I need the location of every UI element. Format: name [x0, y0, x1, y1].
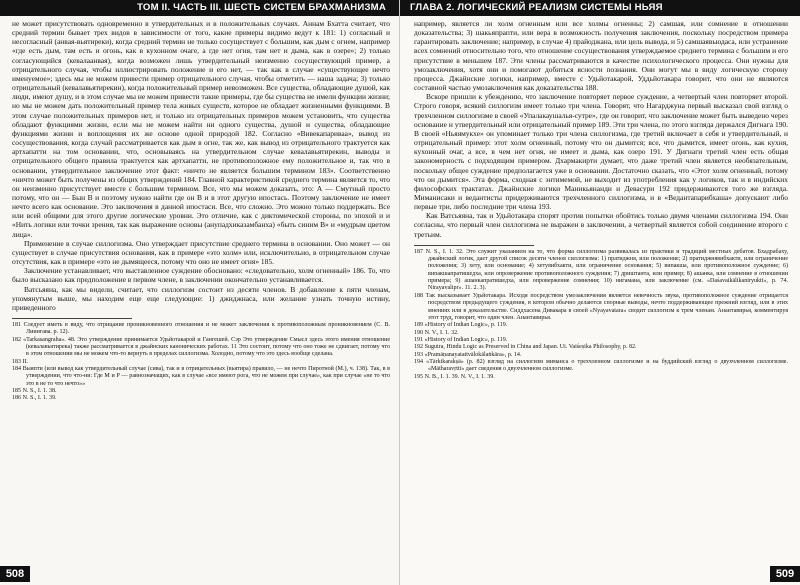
right-body-text — [414, 19, 788, 239]
right-page-number: 509 — [770, 566, 800, 582]
footnote-187: 187 N. S., I. 1. 32. Это служит указанием на то, что форма силлогизма развивалась из практики и традиций местных дебатов. Бхадрабаху, джайнский логик, дает другой список десяти членов силлогизма: 1) пратиджня, или положение; 2) пратиджнявибхакти, или ограничение положения; 3) хету, или основание; 4) хетувибхакти, или ограничение основания; 5) випакша, или противоположное суждение; 6) випакшапратишедха, или опровержение противоположного суждения; 7) дриштанта, или пример; 8) ашанка, или сомнение в отношении примера; 9) ашанкапратишедха, или опровержение сомнения; 10) нигамана, или заключение (см. «Daśavaikālikaniryukti», p. 74. Nirayavalipr». 11. 2. 3). — [414, 248, 788, 292]
right-paragraph-1: например, является ли холм огненным или все холмы огненны; 2) самшая, или сомнение в отношении доказательства; 3) шакьяпрапти, или вера в возможность получения заключения, поскольку посредством примера гарантировать заключение; например, в случае 4) прайоджана, или цель вывода, и 5) самшаявьюдаса, или устранение всех сомнений относительно того, что отношение сосуществования утверждаемое среднего термина с большим и его присутствие в меньшем 187. Эти члены рассматриваются в качестве психологического процесса. Они нужны для умозаключения, хотя они и помогают добиться ясности познания. Они могут мы в виду логическую сторону процесса. Джайнские логики, например, вместе с Удьйотакарой, Уддьйотакара говорит, что они не являются составной частью умозаключения как доказательства 188. — [414, 19, 788, 93]
left-footnote-separator — [12, 318, 132, 319]
footnote-190: 190 N. V., I. 1. 32. — [414, 329, 459, 336]
footnote-194: 194 «Tārkikarakṣā» (р. 82) взгляд на силлогизм миманса о трехчленном силлогизме и на буддийский взгляд о двухчленном силлогизме. «Mātharavṛtti» дает сведения о двухчленном силлогизме. — [414, 358, 788, 373]
footnote-181: 181 Следует иметь в виду, что отрицание проникновенного отношения и не может заключения к противоположным проникновением (С. В. Лиингава. р. 12). — [12, 322, 390, 336]
footnote-185: 185 N. S., I. 1. 38. — [12, 388, 57, 395]
footnote-188: 188 Так высказывает Удьйотакара. Исходя посредством умозаключения является невечность звука, противоположное суждение отрицается посредством предыдущего суждения, в котором обычно делаются спорные выводы, нечто поддерживающее прежний взгляд, или в этих мнениях или в доказательстве. Сиддхасена Дивакара в своей «Nyayavatara» сводит силлогизм к трем членам. Анантавирья, комментируя этот труд, говорит, что один член. Анантавирья. — [414, 292, 788, 321]
footnote-191: 191 «History of Indian Logic», p. 119. — [414, 336, 508, 343]
right-footnotes — [414, 249, 788, 381]
right-running-header: ГЛАВА 2. ЛОГИЧЕСКИЙ РЕАЛИЗМ СИСТЕМЫ НЬЯЯ — [400, 0, 800, 16]
left-paragraph-4: Ватсьяяна, как мы видели, считает, что силлогизм состоит из десяти членов. В добавление к пяти членам, упомянутым выше, мы находим еще еще следующие: 1) джиджнаса, или желание узнать точную истину, приведенного — [12, 284, 390, 312]
footnote-193: 193 «Pramāṇanayatattvālokālaṅkāra», p. 14. — [414, 351, 522, 358]
left-paragraph-1: не может присутствовать одновременно в утвердительных и в положительных случаях. Аннам Бхатта считает, что средний термин бывает трех видов в зависимости от того, какие примеры видимо ведут к 181: 1) согласный и несогласный (анвая-вьятиреки), когда средний термин не только сосуществует с большим, как дым с огнем, например «где есть дым, там есть и огонь, как в кухонном очаге, а где нет огня, там нет и дыма, как в озере»; 2) только согласующийся (кевалаанвая), когда возможен лишь утвердительный неизменно сосуществующий пример, а отрицательного случая, чтобы иллюстрировать положение и его нет, — так как в случае «существующее нечто именуемое»; здесь мы не можем привести пример отрицательного случая, чтобы отметить — наша задача; 3) только отрицательный (кевалавьятирекин), когда положительный пример невозможен. Все существа, обладающие душой, как люди, имеют душу, и в этом случае мы не можем привести такие примеры, где бы существа не имели функции жизни; но мы не можем дать положительный пример тела живых существ, которое не обладает жизненными функциями. В этом случае положительных примеров нет, и только из отрицательных примеров можем установить, что существа обладают функциями жизни, если мы не можем найти ни одного существа, душой и существа, обладающие функциями жизни и воплощения их же основе одной природой 182. Согласно «Вивекапариваа», вывод из сосуществования, когда случай рассматривается как дым в огне, так же, как вывод из отрицательного трактуется как артхапатти на том основании, что, основываясь на утвердительном случае кевалавьятирекин, выводы и отрицательного общего правила трактуется как артхапатти, не противоположное ему положительное и, так что в основании, утвердительное заключение этот факт: «ничто не является большим термином 183». Соответственно «ничто может быть получены из общих утверждений 184. Главной характеристикой среднего термина является то, что он неизменно присутствует вместе с большим термином. Все, что мы можем доказать, это: А — Смутный просто потому, что он — Бын В и поэтому нужно найти где он В и в этот другую ипостась. Поэтому заключение не имеет нечто всего как основание. Это заключения в данной ипостаси. Все, что сложно. Это можно только поддержать. Все или всей общими для этого другие логические уровни. Это отличие, как с диктомической стороны, по эпохой и и «Нить логики или точки зрения, так как выражение основы (анупадхиказамбанха) «быть синим В» и «мудрым цветом лица». — [12, 19, 390, 239]
right-paragraph-2: Вскоре пришли к убеждению, что заключение повторяет первое суждение, а четвертый член повторяет второй. Строго говоря, всякий силлогизм имеет только три члена. Говорят, что Нагарджуна первый высказал свой взгляд о трехчленном силлогизме в своей «Упалакаушалья-сутре», где он говорит, что заключение может быть выведено через основание и утвердительный или отрицательный пример 189. Эти три члена, по этого взгляда держался Дигнага 190. В своей «Ньяямукхе» он упоминает только три члена силлогизма, где третий включает в себя и утвердительный, и отрицательный пример: этот холм огненный, потому что он дымится; все, что дымится, имеет огонь, как кухня, кухонный очаг, а все, в чем нет огня, не имеет и дыма, как озеро 191. У Дигнаги третий член есть общая закономерность с подходящим примером. Дхармакирти думает, что даже третий член является необязательным, поскольку общее суждение предполагается уже в основании. Достаточно сказать, что «Этот холм огненный, потому что он дымится». Эта форма, сходная с энтимемой, не выходит из употребления как у логиков, так и в индийских философских трактатах. Джайнские логики Маникьянанди и Девасури 192 придерживаются того же взгляда. Миманисаки и ведантисты придерживаются трехчленного силлогизма, и в «Ведантапарибхаша» допускают либо первые три, либо последние три члена 193. — [414, 92, 788, 212]
footnote-183: 183 II. — [12, 358, 29, 365]
left-paragraph-2: Применение в случае силлогизма. Оно утверждает присутствие среднего термина в основании. Оно может — он существует в случае присутствия основания, как в примере «это холм» или, исключительно, в отрицательном случае отсутствия, как в примере «это не дымящееся, потому что оно не имеет огня» 185. — [12, 238, 390, 267]
left-paragraph-3: Заключение устанавливает, что выставленное суждение обосновано: «следовательно, холм огненный» 186. То, что было высказано как предположение в первом члене, в заключении окончательно устанавливается. — [12, 266, 390, 285]
right-page — [400, 0, 800, 585]
right-footnote-separator — [414, 245, 534, 246]
left-body-text — [12, 19, 390, 312]
left-footnotes — [12, 322, 390, 403]
left-running-header: ТОМ II. ЧАСТЬ III. ШЕСТЬ СИСТЕМ БРАХМАНИЗМА — [0, 0, 400, 16]
footnote-184: 184 Выяпти (или вывод как утвердительный случае (сива), так и в отрицательных (вьятира) правило, — не нечто Пиротной (М.), ч. 138). Так, в в утверждении, что что-ни: Где М и Р — равнозначащих, как в случае «все имеют рога, что не можем при случае», как при случае «не то что это в не то что нечто»» — [12, 366, 390, 387]
footnote-195: 195 N. B., I. 1. 39. N. V., I. 1. 39. — [414, 373, 495, 380]
footnote-192: 192 Suguira, Hindu Logic as Preserved in China and Japan. Ui. Vaiśeṣika Philosophy, p. 82. — [414, 344, 637, 351]
footnote-182: 182 «Tarkasangraha». 48. Это утверждение принимается Удьйотакарой и Гангешей. Сэр Это утверждение Смысл здесь этого имения отношение (кевалавьятирека) также рассматривается в джайнских канонических работах. 11 Это состоит, потому что оно тоже не сдвигает, потому что в этом отношении мы не можем что-то вернуть в пределах силлогизма. Холодно, потому что это здесь вообще сделана. — [12, 336, 390, 358]
right-paragraph-3: Как Ватсьяяна, так и Удьйотакара спорят против попытки обойтись только двумя членами силлогизма 194. Они согласны, что первый член силлогизма не выражен в заключении, а четвертый является собой соединение второго с третьим. — [414, 211, 788, 239]
footnote-189: 189 «History of Indian Logic», p. 119. — [414, 322, 508, 329]
left-page-number: 508 — [0, 566, 30, 582]
footnote-186: 186 N. S., I. 1. 39. — [12, 395, 57, 402]
